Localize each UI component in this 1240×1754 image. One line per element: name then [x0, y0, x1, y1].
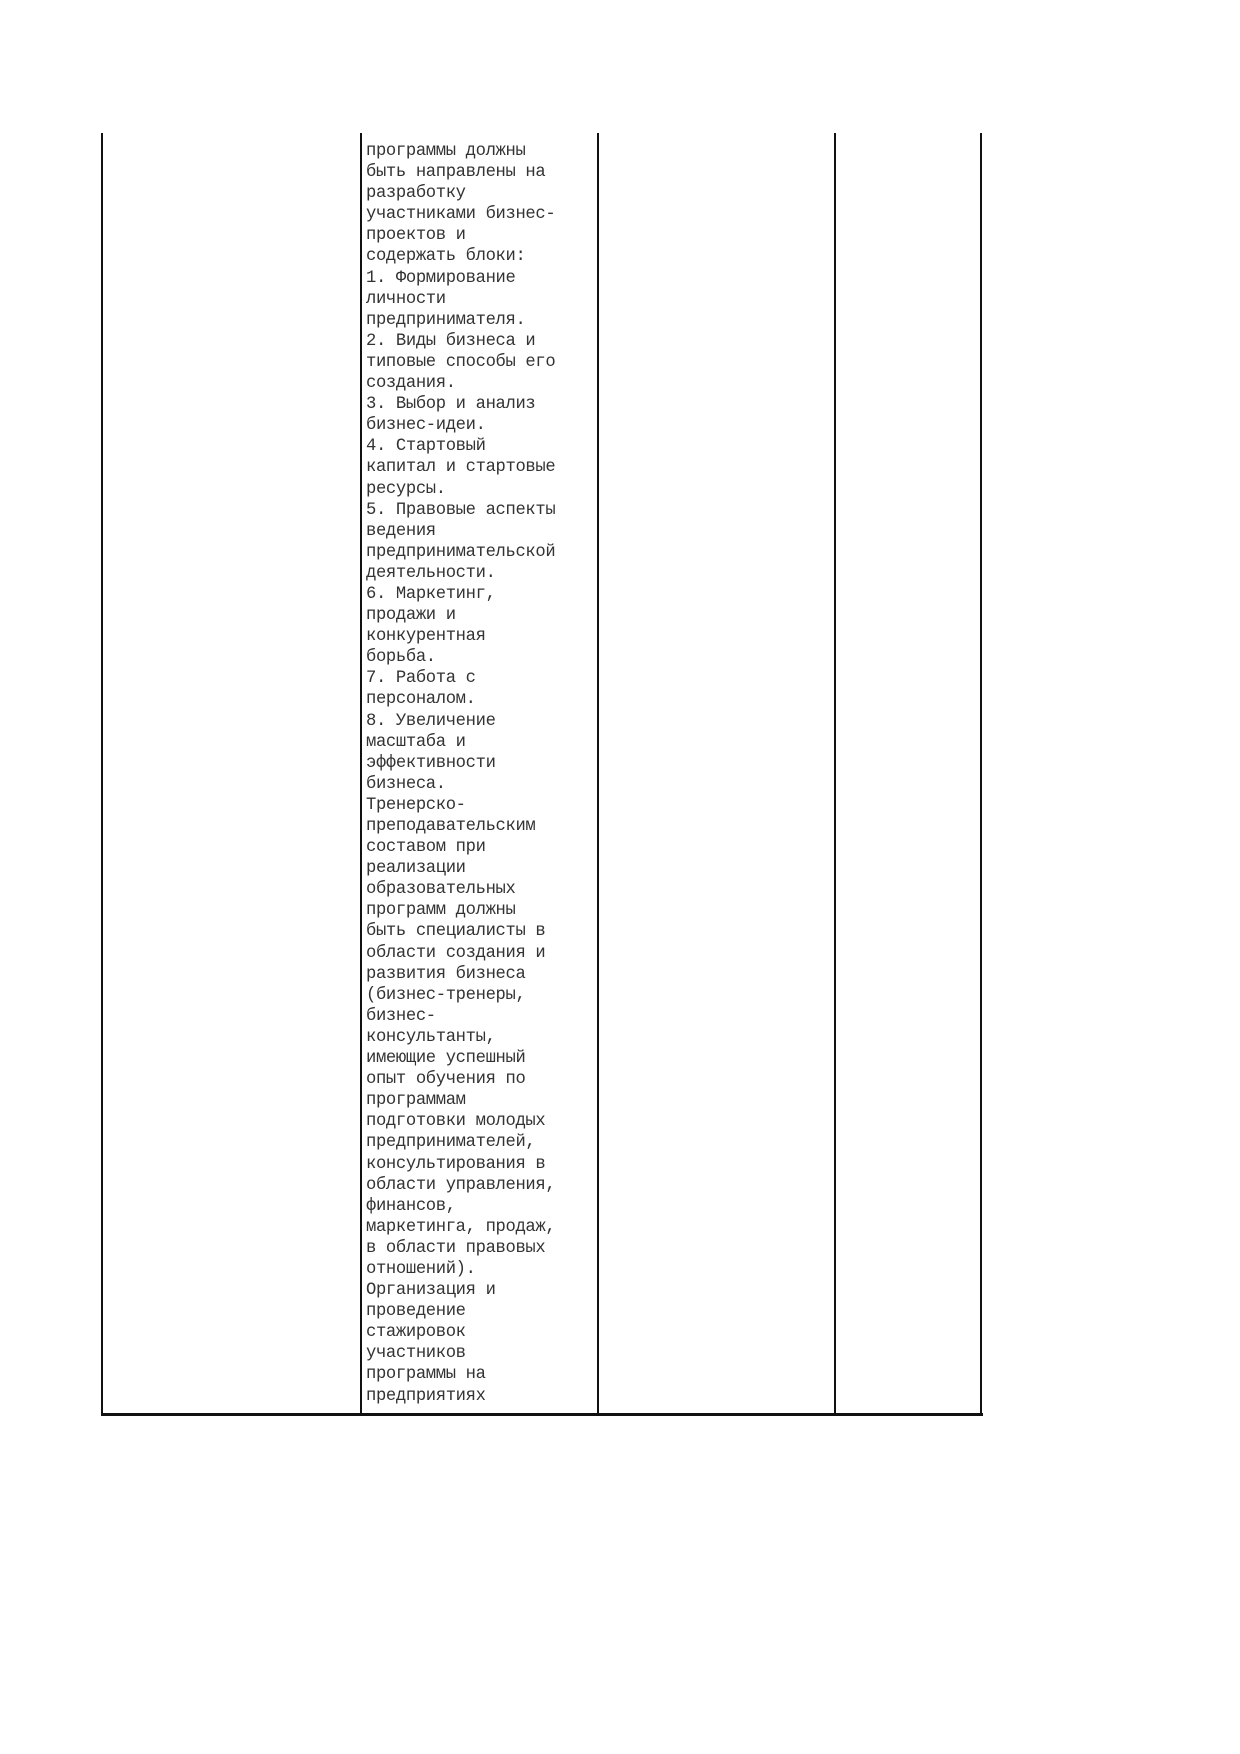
cell-text-line: продажи и: [366, 606, 456, 626]
cell-text-line: области создания и: [366, 943, 546, 963]
cell-text-line: предпринимательской: [366, 542, 556, 562]
cell-text-line: персоналом.: [366, 690, 476, 710]
cell-text-line: проектов и: [366, 226, 466, 246]
cell-text-line: конкурентная: [366, 627, 486, 647]
table-cell-program-requirements: [366, 141, 596, 1407]
cell-text-line: 8. Увеличение: [366, 711, 496, 731]
cell-text-line: ресурсы.: [366, 479, 446, 499]
cell-text-line: борьба.: [366, 648, 436, 668]
cell-text-line: содержать блоки:: [366, 247, 526, 267]
cell-text-line: консультирования в: [366, 1154, 546, 1174]
cell-text-line: бизнес-: [366, 1006, 436, 1026]
cell-text-line: проведение: [366, 1302, 466, 1322]
cell-text-line: быть направлены на: [366, 163, 546, 183]
cell-text-line: программам: [366, 1091, 466, 1111]
cell-text-line: составом при: [366, 838, 486, 858]
cell-text-line: предпринимателей,: [366, 1133, 536, 1153]
cell-text-line: участников: [366, 1344, 466, 1364]
cell-text-line: ведения: [366, 521, 436, 541]
cell-text-line: предпринимателя.: [366, 310, 526, 330]
cell-text-line: деятельности.: [366, 563, 496, 583]
cell-text-line: предприятиях: [366, 1386, 486, 1406]
table-border-bottom: [102, 1413, 983, 1416]
cell-text-line: 3. Выбор и анализ: [366, 395, 536, 415]
cell-text-line: личности: [366, 289, 446, 309]
cell-text-line: (бизнес-тренеры,: [366, 985, 526, 1005]
cell-text-line: финансов,: [366, 1196, 456, 1216]
table-border-left: [101, 133, 103, 1416]
cell-text-line: развития бизнеса: [366, 964, 526, 984]
cell-text-line: отношений).: [366, 1259, 476, 1279]
cell-text-line: участниками бизнес-: [366, 205, 556, 225]
cell-text-line: программы должны: [366, 142, 526, 161]
cell-text-line: быть специалисты в: [366, 922, 546, 942]
cell-text-line: создания.: [366, 374, 456, 394]
cell-text-line: Организация и: [366, 1281, 496, 1301]
cell-text-line: эффективности: [366, 753, 496, 773]
table-border-right: [980, 133, 982, 1416]
cell-text-line: реализации: [366, 859, 466, 879]
table-column-divider-1: [360, 133, 362, 1416]
cell-text-line: бизнеса.: [366, 774, 446, 794]
cell-text-line: образовательных: [366, 880, 516, 900]
cell-text-line: области управления,: [366, 1175, 556, 1195]
table-column-divider-3: [834, 133, 836, 1416]
cell-text-line: 6. Маркетинг,: [366, 584, 496, 604]
cell-text-line: 4. Стартовый: [366, 437, 486, 457]
cell-text-line: 5. Правовые аспекты: [366, 500, 556, 520]
cell-text-line: стажировок: [366, 1323, 466, 1343]
cell-text-line: преподавательским: [366, 817, 536, 836]
cell-text-line: бизнес-идеи.: [366, 416, 486, 436]
table-column-divider-2: [597, 133, 599, 1416]
cell-text-line: разработку: [366, 184, 466, 204]
cell-text-line: имеющие успешный: [366, 1049, 526, 1069]
cell-text-line: 7. Работа с: [366, 669, 476, 689]
cell-text-line: консультанты,: [366, 1027, 496, 1047]
cell-text-line: Тренерско-: [366, 795, 466, 815]
cell-text-line: в области правовых: [366, 1238, 546, 1258]
cell-text-line: масштаба и: [366, 732, 466, 752]
cell-text-line: программы на: [366, 1365, 486, 1385]
cell-text-line: подготовки молодых: [366, 1112, 546, 1132]
cell-text-line: 1. Формирование: [366, 268, 516, 288]
cell-text-line: типовые способы его: [366, 352, 556, 372]
cell-text-line: капитал и стартовые: [366, 458, 556, 478]
cell-text-line: 2. Виды бизнеса и: [366, 331, 536, 351]
cell-text-line: программ должны: [366, 901, 516, 921]
cell-text-line: маркетинга, продаж,: [366, 1217, 556, 1237]
cell-text-line: опыт обучения по: [366, 1070, 526, 1090]
